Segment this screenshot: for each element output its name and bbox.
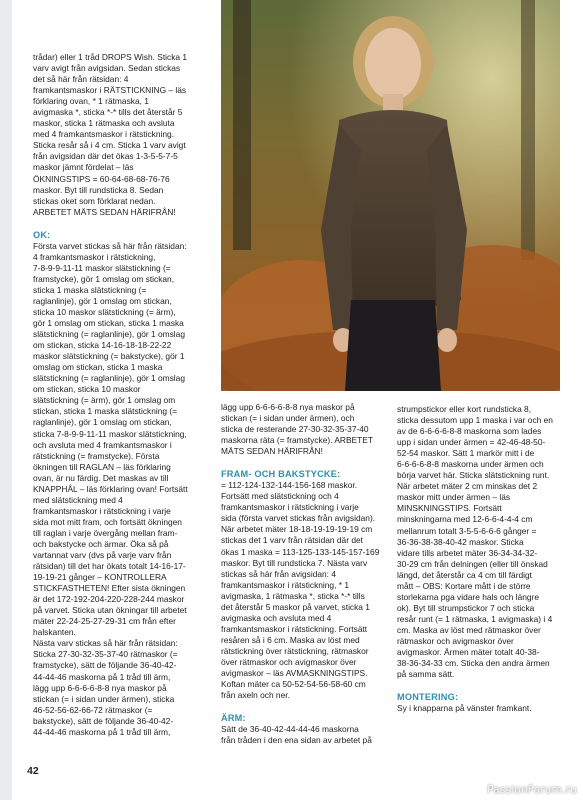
text-line: ovan, är nu färdig. Det maskas av till [33, 472, 169, 483]
text-line: avigmaskor. Ärmen mäter totalt 40-38- [397, 647, 540, 658]
text-line: Sticka 27-30-32-35-37-40 rätmaskor (= [33, 649, 178, 660]
text-line: maskor mitt under ärmen – läs [397, 492, 511, 503]
text-line: rätmaskor och avigmaskor över [397, 635, 514, 646]
text-line: med slätstickning med 4 [33, 494, 123, 505]
text-line: sticka 10 maskor slätstickning (= ärm), [33, 306, 176, 317]
text-line: från axeln och ner. [221, 690, 290, 701]
text-line: 44-44-46 maskorna på 1 tråd till ärm, [33, 726, 171, 737]
ok-paragraph [33, 241, 211, 738]
text-line: 36-36-38-38-40-42 maskor. Sticka [397, 536, 524, 547]
text-line: stickas det 1 varv från rätsidan där det [221, 535, 363, 546]
text-line: det så här från rätsidan: 4 [33, 74, 129, 85]
text-line: Fortsätt med slätstickning och 4 [221, 491, 339, 502]
text-line: slätstickning (= raglanlinje), gör 1 omslag [33, 373, 185, 384]
text-line: maskor jämnt fördelat – läs [33, 162, 134, 173]
text-line: framkantsmaskor i rätstickning, * 1 [221, 579, 349, 590]
text-line: stickas oket som förklarat nedan. [33, 195, 156, 206]
text-line: avigmaska och avsluta med 4 [221, 612, 332, 623]
text-line: ARBETET MÄTS SEDAN HÄRIFRÅN! [33, 206, 176, 217]
text-line: halskanten. [33, 627, 76, 638]
text-line: upp i sidan under ärmen = 42-46-48-50- [397, 437, 546, 448]
text-line: 19-19-21 gånger – KONTROLLERA [33, 572, 167, 583]
arm-paragraph [221, 724, 387, 746]
text-line: slätstickning (= ärm), gör 1 omslag om [33, 395, 176, 406]
text-line: storlekarna pga vidare hals och längre [397, 591, 539, 602]
text-line: stickan (= i sidan under ärmen), sticka [33, 693, 175, 704]
text-line: av de 6-6-6-6-8-8 maskorna som lades [397, 426, 542, 437]
text-column-1 [33, 52, 211, 738]
text-line: om stickan, sticka 14-16-18-18-22-22 [33, 340, 172, 351]
text-line: Första varvet stickas så här från rätsidan: [33, 240, 187, 251]
text-line: lägg upp 6-6-6-6-8-8 nya maskor på [221, 402, 355, 412]
text-line: 44-44-46 maskorna på 1 tråd till ärm, [33, 671, 171, 682]
text-line: maskor. Byt till rundsticka 7. Nästa varv [221, 557, 368, 568]
text-line: stickas så här från avigsidan: 4 [221, 568, 336, 579]
text-line: avigmaska, 1 rätmaska *, sticka *-* tills [221, 590, 365, 601]
fram-bakstycke-paragraph [221, 480, 387, 701]
text-column-2 [221, 402, 387, 746]
text-line: framkantsmaskor i rätstickning i varje [33, 505, 171, 516]
text-line: sticka 7-8-9-9-11-11 maskor slätstickning, [33, 428, 187, 439]
text-line: 7-8-9-9-11-11 maskor slätstickning (= [33, 262, 171, 273]
text-line: maskor slätstickning (= bakstycke), gör 1 [33, 351, 185, 362]
text-line: STICKFASTHETEN! Efter sista ökningen [33, 583, 186, 594]
text-line: 38-36-34-33 cm. Sticka den andra ärmen [397, 658, 550, 669]
text-line: om stickan, sticka 10 maskor [33, 384, 141, 395]
text-line: Sy i knapparna på vänster framkant. [397, 703, 532, 714]
text-line: raglanlinje), gör 1 omslag om stickan, [33, 417, 172, 428]
text-line: ökas 1 maska = 113-125-133-145-157-169 [221, 546, 380, 557]
arm-continued-paragraph [397, 404, 567, 680]
text-line: med 4 framkantsmaskor i rätstickning. [33, 129, 175, 140]
text-line: framkantsmaskor i RÄTSTICKNING – läs [33, 85, 187, 96]
text-line: på varvet. Sticka utan ökningar till arbetet [33, 605, 187, 616]
text-line: vartannat varv (dvs på varje varv från [33, 550, 172, 561]
text-line: raglanlinje), gör 1 omslag om stickan, [33, 295, 172, 306]
text-line: 46-52-56-62-66-72 rätmaskor (= [33, 704, 153, 715]
text-line: resåren så i 6 cm. Maska av löst med [221, 634, 360, 645]
text-line: 52-54 maskor. Sätt 1 markör mitt i de [397, 448, 535, 459]
section-heading-montering: MONTERING: [397, 692, 459, 703]
text-line: sida (första varvet stickas från avigsidan). [221, 513, 376, 524]
text-line: Sätt de 36-40-42-44-44-46 maskorna [221, 724, 359, 735]
text-line: på samma sätt. [397, 669, 455, 680]
continued-paragraph [221, 402, 387, 457]
text-line: bakstycke), sätt de följande 36-40-42- [33, 715, 174, 726]
text-line: framkantsmaskor i rätstickning i varje [221, 502, 359, 513]
text-line: längd, det återstår ca 4 cm till färdigt [397, 569, 532, 580]
text-line: cm. Maska av löst med rätmaskor över [397, 624, 541, 635]
text-line: mått – OBS: Kortare mått i de större [397, 580, 531, 591]
text-line: är det 172-192-204-220-228-244 maskor [33, 594, 185, 605]
text-line: och bakstycke och ärmar. Öka så på [33, 538, 169, 549]
magazine-page [12, 0, 583, 800]
text-line: resår runt (= 1 rätmaska, 1 avigmaska) i 4 [397, 613, 553, 624]
text-line: avigmaska *, sticka *-* tills det återstår 5 [33, 107, 183, 118]
text-line: sticka de resterande 27-30-32-35-37-40 [221, 424, 369, 435]
text-line: sticka 1 maska slätstickning (= [33, 284, 147, 295]
text-line: rätstickning (= framstycke). Första [33, 450, 160, 461]
section-heading-ok: OK: [33, 229, 51, 240]
text-line: slätstickning (= raglanlinje), gör 1 omslag [33, 329, 185, 340]
text-line: minskningarna med 12-6-6-4-4-4 cm [397, 514, 533, 525]
text-line: framstycke), sätt de följande 36-40-42- [33, 660, 177, 671]
text-line: 4 framkantsmaskor i rätstickning, [33, 251, 156, 262]
text-line: från avigsidan där det ökas 1-3-5-5-7-5 [33, 151, 178, 162]
text-line: över rätmaskor och avigmaskor över [221, 656, 357, 667]
watermark: PassionForum.ru [487, 784, 577, 796]
text-line: maskorna räta (= framstycke). ARBETET [221, 435, 373, 446]
text-line: avigmaskor – läs AVMASKNINGSTIPS. [221, 668, 368, 679]
text-line: varv avigt från avigsidan. Sedan stickas [33, 63, 181, 74]
text-line: Sticka resår så i 4 cm. Sticka 1 varv avigt [33, 140, 186, 151]
text-line: mäter 22-24-25-27-29-31 cm från efter [33, 616, 176, 627]
text-column-3 [397, 404, 567, 714]
section-heading-fram-bakstycke: FRAM- OCH BAKSTYCKE: [221, 469, 341, 480]
text-line: När arbetet mäter 18-18-19-19-19-19 cm [221, 524, 373, 535]
section-heading-arm: ÄRM: [221, 713, 246, 724]
text-line: När arbetet mäter 2 cm minskas det 2 [397, 481, 538, 492]
page-number: 42 [27, 765, 39, 777]
text-line: stickan (= i sidan under ärmen), och [221, 413, 355, 424]
text-line: rätsidan) till det har ökats totalt 14-16-17- [33, 561, 186, 572]
text-line: och avsluta med 4 framkantsmaskor i [33, 439, 172, 450]
text-line: vidare tills arbetet mäter 36-34-34-32- [397, 547, 538, 558]
intro-paragraph [33, 52, 211, 218]
text-line: börja varvet här. Sticka slätstickning runt. [397, 470, 550, 481]
model-photo [221, 0, 560, 391]
text-line: till raglan i varje övergång mellan fram- [33, 527, 178, 538]
model-photo-image [221, 0, 560, 391]
text-line: KNAPPHÅL – läs förklaring ovan! Fortsätt [33, 483, 188, 494]
text-line: ÖKNINGSTIPS = 60-64-68-68-76-76 [33, 173, 170, 184]
text-line: rätstickning över rätstickning, rätmaskor [221, 645, 369, 656]
text-line: ökningen till RAGLAN – läs förklaring [33, 461, 171, 472]
text-line: trådar) eller 1 tråd DROPS Wish. Sticka 1 [33, 52, 188, 62]
text-line: maskor, sticka 1 rätmaska och avsluta [33, 118, 175, 129]
text-line: MINSKNINGSTIPS. Fortsätt [397, 503, 502, 514]
text-line: från tråden i den ena sidan av arbetet på [221, 735, 372, 746]
text-line: sida mot mitt fram, och fortsätt ökningen [33, 516, 182, 527]
text-line: gör 1 omslag om stickan, sticka 1 maska [33, 318, 184, 329]
text-line: strumpstickor eller kort rundsticka 8, [397, 404, 532, 414]
text-line: stickan, sticka 1 maska slätstickning (= [33, 406, 178, 417]
text-line: maskor. Byt till rundsticka 8. Sedan [33, 184, 164, 195]
text-line: ok). Byt till strumpstickor 7 och sticka [397, 602, 535, 613]
text-line: sticka dessutom upp 1 maska i var och en [397, 415, 553, 426]
text-line: MÄTS SEDAN HÄRIFRÅN! [221, 446, 323, 457]
text-line: Koftan mäter ca 50-52-54-56-58-60 cm [221, 679, 366, 690]
text-line: framstycke), gör 1 omslag om stickan, [33, 273, 175, 284]
text-line: omslag om stickan, sticka 1 maska [33, 362, 163, 373]
text-line: Nästa varv stickas så här från rätsidan: [33, 638, 178, 649]
text-line: mellanrum totalt 3-5-5-6-6-6 gånger = [397, 525, 537, 536]
text-line: förklaring ovan, * 1 rätmaska, 1 [33, 96, 149, 107]
text-line: 6-6-6-6-8-8 maskorna under ärmen och [397, 459, 544, 470]
text-line: det återstår 5 maskor på varvet, sticka 1 [221, 601, 370, 612]
text-line: = 112-124-132-144-156-168 maskor. [221, 480, 358, 491]
montering-paragraph [397, 703, 567, 714]
text-line: framkantsmaskor i rätstickning. Fortsätt [221, 623, 368, 634]
text-line: lägg upp 6-6-6-6-8-8 nya maskor på [33, 682, 167, 693]
text-line: 30-29 cm från delningen (eller till önskad [397, 558, 548, 569]
